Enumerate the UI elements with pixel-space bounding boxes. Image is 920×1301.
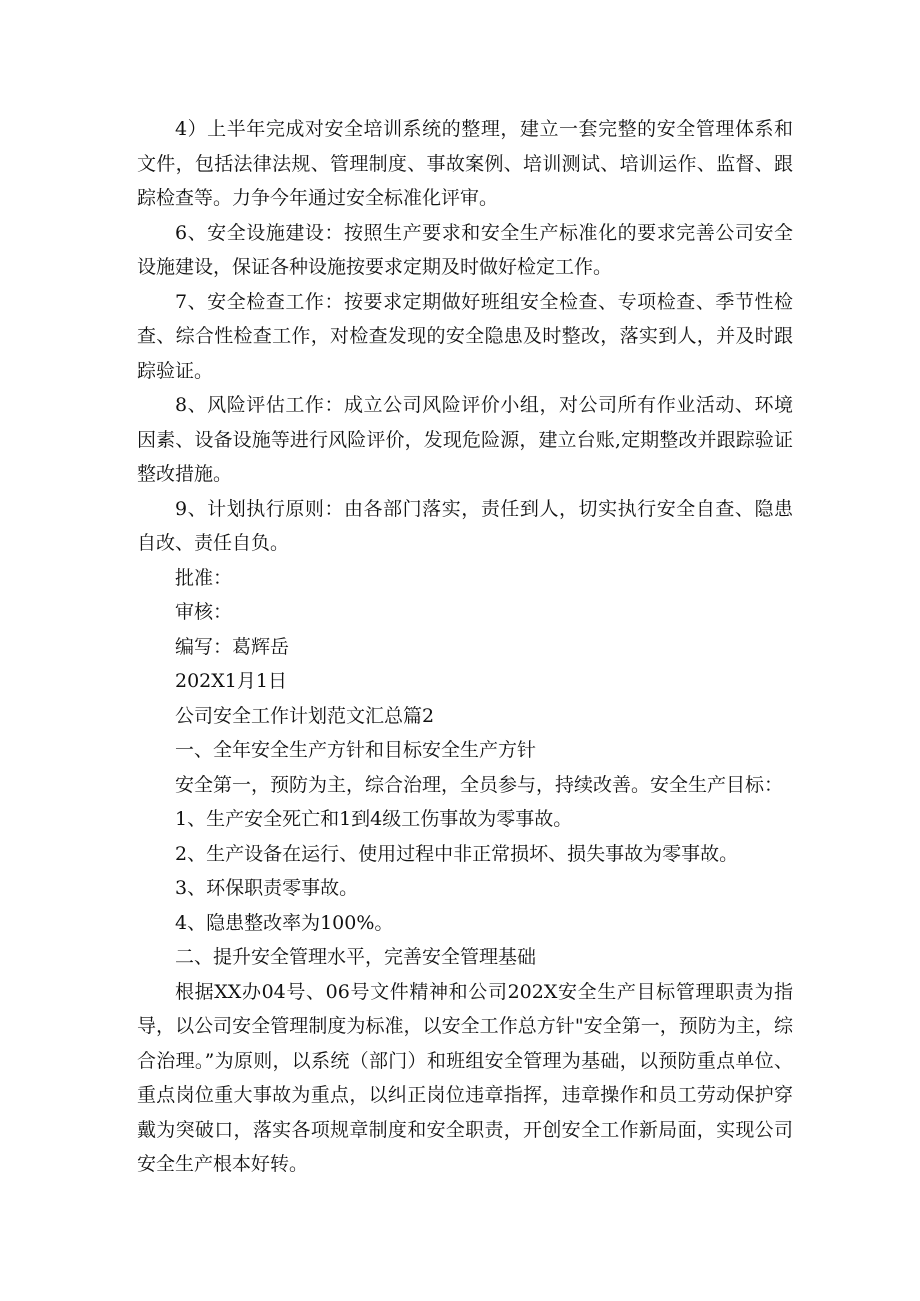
section-title: 公司安全工作计划范文汇总篇2	[175, 704, 435, 727]
paragraph-management-basis: 根据XX办04号、06号文件精神和公司202X安全生产目标管理职责为指导，以公司安全管理制度为标准，以安全工作总方针"安全第一，预防为主，综合治理。”为原则，以系统（部门）和班组安全管理为基础，以预防重点单位、重点岗位重大事故为重点，以纠正岗位违章指挥，违章操作和员工劳动保护穿戴为突破口，落实各项规章制度和安全职责，开创安全工作新局面，实现公司安全生产根本好转。	[137, 980, 793, 1175]
approval-line: 批准：	[175, 566, 233, 589]
author-line: 编写：葛辉岳	[175, 635, 290, 658]
paragraph-execution-principle: 9、计划执行原则：由各部门落实，责任到人，切实执行安全自查、隐患自改、责任自负。	[137, 497, 793, 554]
paragraph-policy: 安全第一，预防为主，综合治理，全员参与，持续改善。安全生产目标：	[175, 773, 784, 796]
paragraph-safety-inspection: 7、安全检查工作：按要求定期做好班组安全检查、专项检查、季节性检查、综合性检查工作，对检查发现的安全隐患及时整改，落实到人，并及时跟踪验证。	[137, 290, 793, 382]
heading-policy-goals: 一、全年安全生产方针和目标安全生产方针	[175, 739, 537, 761]
paragraph-risk-assessment: 8、风险评估工作：成立公司风险评价小组，对公司所有作业活动、环境因素、设备设施等进行风险评价，发现危险源，建立台账,定期整改并跟踪验证整改措施。	[137, 394, 793, 485]
goal-item-4: 4、隐患整改率为100%。	[175, 911, 394, 934]
review-line: 审核：	[175, 601, 233, 623]
document-body	[137, 112, 793, 1182]
goal-item-3: 3、环保职责零事故。	[175, 877, 359, 899]
date-line: 202X1月1日	[175, 670, 287, 692]
paragraph-safety-facilities: 6、安全设施建设：按照生产要求和安全生产标准化的要求完善公司安全设施建设，保证各种设施按要求定期及时做好检定工作。	[137, 221, 793, 278]
goal-item-2: 2、生产设备在运行、使用过程中非正常损坏、损失事故为零事故。	[175, 842, 739, 865]
paragraph-training-system: 4）上半年完成对安全培训系统的整理，建立一套完整的安全管理体系和文件，包括法律法规、管理制度、事故案例、培训测试、培训运作、监督、跟踪检查等。力争今年通过安全标准化评审。	[137, 118, 793, 209]
goal-item-1: 1、生产安全死亡和1到4级工伤事故为零事故。	[175, 808, 573, 830]
heading-management-level: 二、提升安全管理水平，完善安全管理基础	[175, 946, 537, 968]
